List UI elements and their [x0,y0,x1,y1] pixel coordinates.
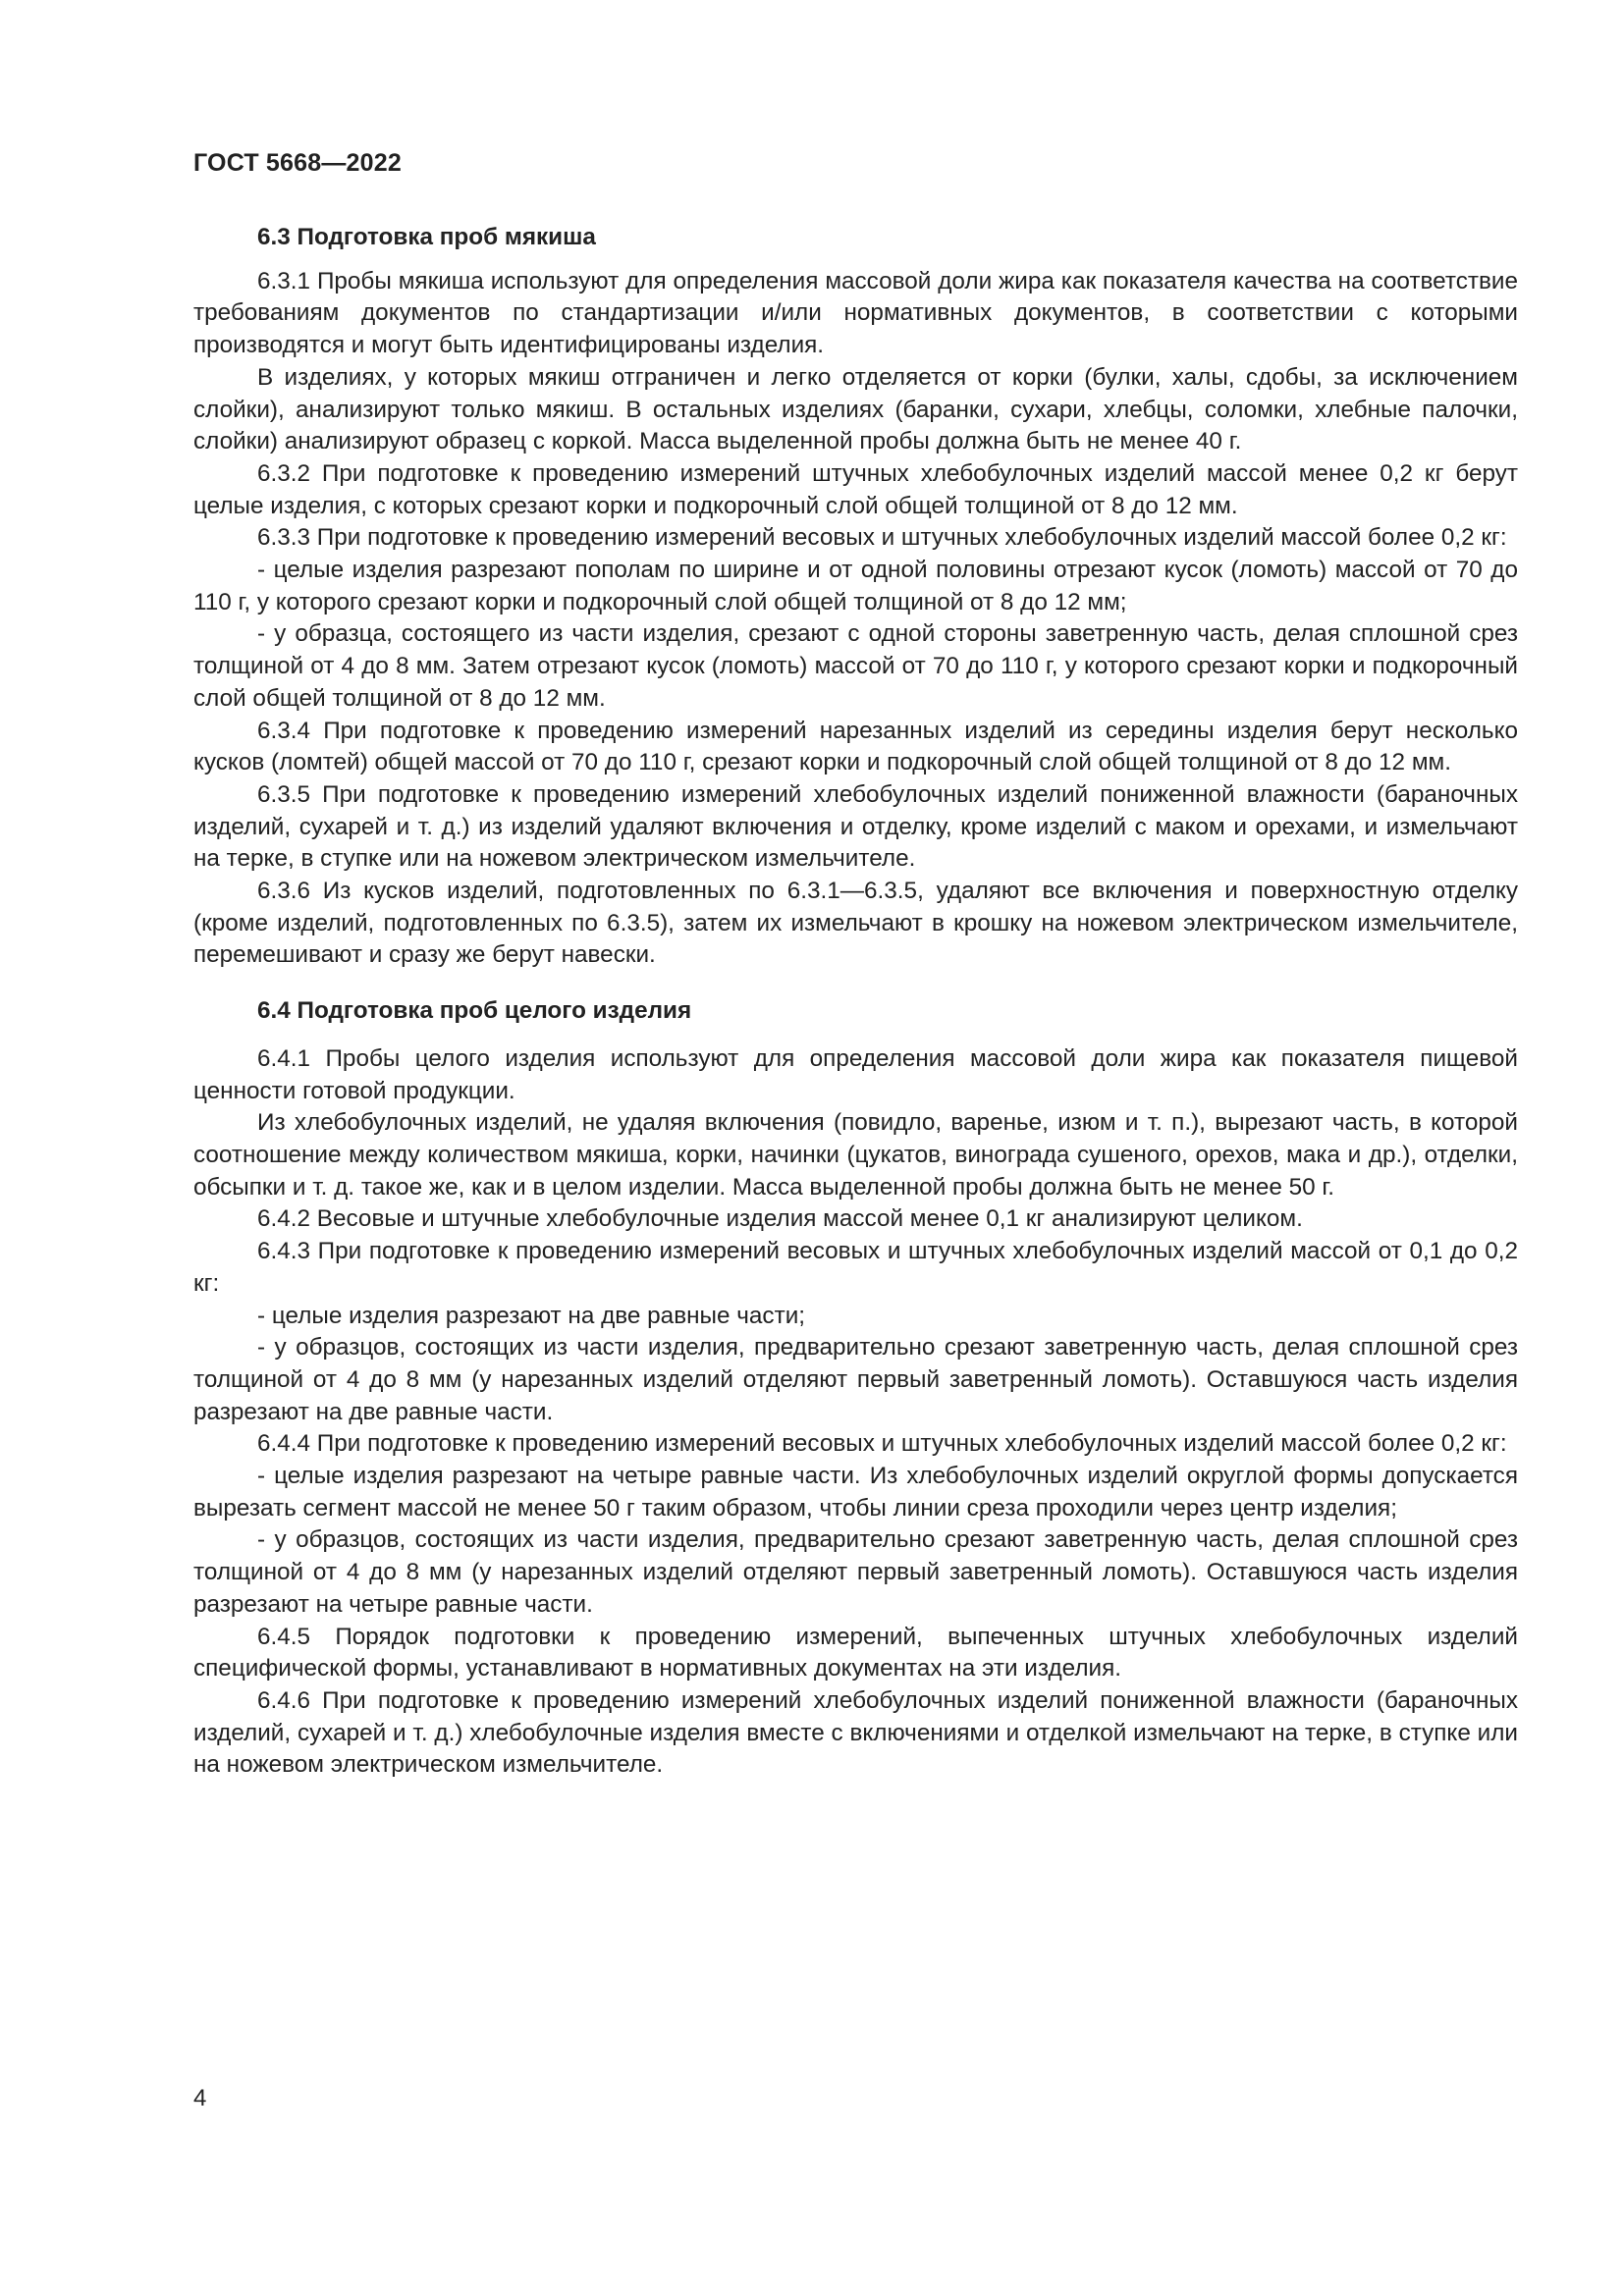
document-body [193,222,1518,1782]
list-item-6-3-3-whole: - целые изделия разрезают пополам по ширине и от одной половины отрезают кусок (ломоть) массой от 70 до 110 г, у которого срезают корки и подкорочный слой общей толщиной от 8 до 12 мм; [193,557,1518,615]
paragraph-6-3-3: 6.3.3 При подготовке к проведению измерений весовых и штучных хлебобулочных изделий массой более 0,2 кг: [257,524,1507,552]
paragraph-6-4-6: 6.4.6 При подготовке к проведению измерений хлебобулочных изделий пониженной влажности (бараночных изделий, сухарей и т. д.) хлебобулочные изделия вместе с включениями и отделкой измельчают на терке, в ступке или на ножевом электрическом измельчителе. [193,1686,1518,1779]
list-item-6-4-3-part: - у образцов, состоящих из части изделия, предварительно срезают заветренную часть, делая сплошной срез толщиной от 4 до 8 мм (у нарезанных изделий отделяют первый заветренный ломоть). Оставшуюся часть изделия разрезают на две равные части. [193,1334,1518,1425]
paragraph-6-3-1: 6.3.1 Пробы мякиша используют для определения массовой доли жира как показателя качества на соответствие требованиям документов по стандартизации и/или нормативных документов, в соответствии с которыми производятся и могут быть идентифицированы изделия. [193,267,1518,359]
list-item-6-3-3-part: - у образца, состоящего из части изделия, срезают с одной стороны заветренную часть, делая сплошной срез толщиной от 4 до 8 мм. Затем отрезают кусок (ломоть) массой от 70 до 110 г, у которого срезают корки и подкорочный слой общей толщиной от 8 до 12 мм. [193,620,1518,712]
paragraph-6-4-1: 6.4.1 Пробы целого изделия используют для определения массовой доли жира как показателя пищевой ценности готовой продукции. [193,1044,1518,1104]
list-item-6-4-4-part: - у образцов, состоящих из части изделия, предварительно срезают заветренную часть, делая сплошной срез толщиной от 4 до 8 мм (у нарезанных изделий отделяют первый заветренный ломоть). Оставшуюся часть изделия разрезают на четыре равные части. [193,1526,1518,1618]
paragraph-6-4-4: 6.4.4 При подготовке к проведению измерений весовых и штучных хлебобулочных изделий массой более 0,2 кг: [257,1430,1507,1458]
section-title-6-4: 6.4 Подготовка проб целого изделия [257,997,692,1025]
page-number: 4 [193,2085,207,2111]
paragraph-6-3-2: 6.3.2 При подготовке к проведению измерений штучных хлебобулочных изделий массой менее 0,2 кг берут целые изделия, с которых срезают корки и подкорочный слой общей толщиной от 8 до 12 мм. [193,459,1518,519]
section-title-6-3: 6.3 Подготовка проб мякиша [257,224,596,250]
paragraph-6-3-4: 6.3.4 При подготовке к проведению измерений нарезанных изделий из середины изделия берут несколько кусков (ломтей) общей массой от 70 до 110 г, срезают корки и подкорочный слой общей толщиной от 8 до 12 мм. [193,717,1518,776]
list-item-6-4-4-whole: - целые изделия разрезают на четыре равные части. Из хлебобулочных изделий округлой формы допускается вырезать сегмент массой не менее 50 г таким образом, чтобы линии среза проходили через центр изделия; [193,1463,1518,1522]
paragraph-6-3-6: 6.3.6 Из кусков изделий, подготовленных по 6.3.1—6.3.5, удаляют все включения и поверхностную отделку (кроме изделий, подготовленных по 6.3.5), затем их измельчают в крошку на ножевом электрическом измельчителе, перемешивают и сразу же берут навески. [193,878,1518,969]
document-code-header: ГОСТ 5668—2022 [193,149,402,177]
paragraph-6-3-5: 6.3.5 При подготовке к проведению измерений хлебобулочных изделий пониженной влажности (бараночных изделий, сухарей и т. д.) из изделий удаляют включения и отделку, кроме изделий с маком и орехами, и измельчают на терке, в ступке или на ножевом электрическом измельчителе. [193,780,1518,873]
list-item-6-4-3-whole: - целые изделия разрезают на две равные части; [257,1302,806,1329]
paragraph-6-4-5: 6.4.5 Порядок подготовки к проведению измерений, выпеченных штучных хлебобулочных изделий специфической формы, устанавливают в нормативных документах на эти изделия. [193,1623,1518,1682]
paragraph-6-3-1-continued: В изделиях, у которых мякиш отграничен и легко отделяется от корки (булки, халы, сдобы, за исключением слойки), анализируют только мякиш. В остальных изделиях (баранки, сухари, хлебцы, соломки, хлебные палочки, слойки) анализируют образец с коркой. Масса выделенной пробы должна быть не менее 40 г. [193,363,1518,455]
paragraph-6-4-3: 6.4.3 При подготовке к проведению измерений весовых и штучных хлебобулочных изделий массой от 0,1 до 0,2 кг: [193,1238,1518,1297]
paragraph-6-4-1-continued: Из хлебобулочных изделий, не удаляя включения (повидло, варенье, изюм и т. п.), вырезают часть, в которой соотношение между количеством мякиша, корки, начинки (цукатов, винограда сушеного, орехов, мака и др.), отделки, обсыпки и т. д. такое же, как и в целом изделии. Масса выделенной пробы должна быть не менее 50 г. [193,1109,1518,1201]
paragraph-6-4-2: 6.4.2 Весовые и штучные хлебобулочные изделия массой менее 0,1 кг анализируют целиком. [257,1205,1303,1233]
